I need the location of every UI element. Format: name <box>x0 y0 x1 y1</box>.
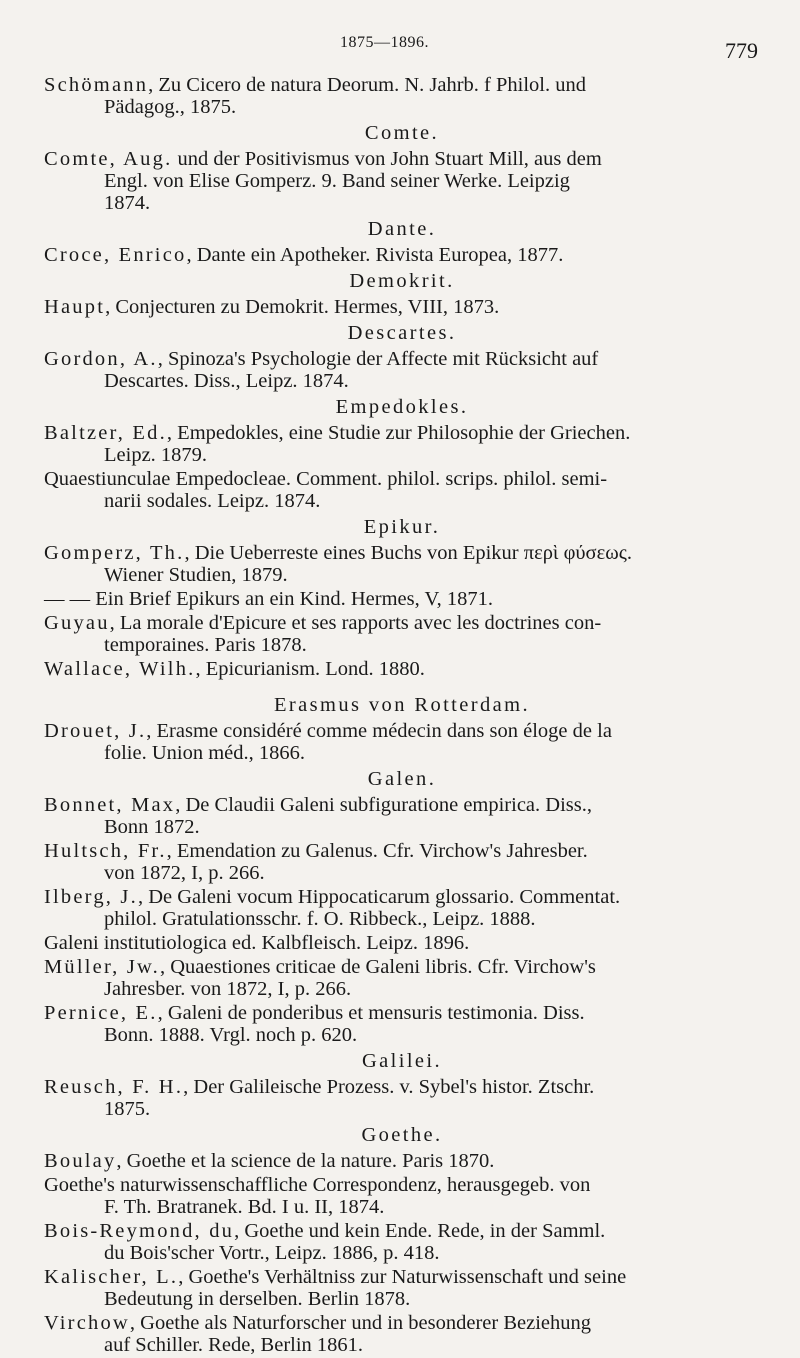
entry-text: — — Ein Brief Epikurs an ein Kind. Hermes, V, 1871. <box>44 588 494 610</box>
bibliography-entry <box>44 1076 760 1120</box>
section-heading: Goethe. <box>361 1124 443 1146</box>
entry-first-line <box>44 422 760 444</box>
entry-text: Bonn. 1888. Vrgl. noch p. 620. <box>104 1024 358 1046</box>
entry-first-line <box>44 468 760 490</box>
entry-continuation-line <box>44 742 760 764</box>
bibliography-entry <box>44 1220 760 1264</box>
entry-text: , La morale d'Epicure et ses rapports avec les doctrines con- <box>109 612 602 634</box>
author-name: Drouet, J. <box>44 720 147 742</box>
entry-text: Bedeutung in derselben. Berlin 1878. <box>104 1288 411 1310</box>
author-name: Müller, Jw. <box>44 956 160 978</box>
entry-text: Quaestiunculae Empedocleae. Comment. philol. scrips. philol. semi- <box>44 468 608 490</box>
bibliography-entry <box>44 720 760 764</box>
entry-continuation-line <box>44 1024 760 1046</box>
entry-continuation-line <box>44 634 760 656</box>
entry-text: du Bois'scher Vortr., Leipz. 1886, p. 418. <box>104 1242 440 1264</box>
entry-continuation-line <box>44 1334 760 1356</box>
entry-text: , Quaestiones criticae de Galeni libris. Cfr. Virchow's <box>160 956 596 978</box>
entry-text: und der Positivismus von John Stuart Mill, aus dem <box>172 148 602 170</box>
entry-first-line <box>44 296 760 318</box>
author-name: Gordon, A. <box>44 348 158 370</box>
entry-continuation-line <box>44 1196 760 1218</box>
entry-continuation-line <box>44 192 760 214</box>
entry-text: Bonn 1872. <box>104 816 200 838</box>
entry-text: 1874. <box>104 192 151 214</box>
section-heading: Comte. <box>364 122 440 144</box>
entry-text: von 1872, I, p. 266. <box>104 862 265 884</box>
bibliography-entry <box>44 956 760 1000</box>
author-name: Virchow <box>44 1312 130 1334</box>
entry-text: , De Claudii Galeni subfiguratione empirica. Diss., <box>175 794 592 816</box>
entry-text: , Erasme considéré comme médecin dans son éloge de la <box>146 720 612 742</box>
author-name: Baltzer, Ed. <box>44 422 167 444</box>
bibliography-entry <box>44 588 760 610</box>
author-name: Bonnet, Max <box>44 794 176 816</box>
entry-text: , Der Galileische Prozess. v. Sybel's histor. Ztschr. <box>183 1076 595 1098</box>
entry-first-line <box>44 612 760 634</box>
entry-continuation-line <box>44 1242 760 1264</box>
entry-first-line <box>44 588 760 610</box>
author-name: Gomperz, Th. <box>44 542 185 564</box>
bibliography-entry <box>44 612 760 656</box>
entry-first-line <box>44 542 760 564</box>
entry-text: , Empedokles, eine Studie zur Philosophie der Griechen. <box>166 422 631 444</box>
entry-continuation-line <box>44 862 760 884</box>
author-name: Bois-Reymond, du <box>44 1220 235 1242</box>
entry-continuation-line <box>44 816 760 838</box>
entry-text: temporaines. Paris 1878. <box>104 634 307 656</box>
entry-first-line <box>44 348 760 370</box>
bibliography-entry <box>44 244 760 266</box>
entry-first-line <box>44 956 760 978</box>
bibliography-entry <box>44 348 760 392</box>
entry-continuation-line <box>44 1098 760 1120</box>
entry-text: , Galeni de ponderibus et mensuris testimonia. Diss. <box>157 1002 585 1024</box>
entry-text: , Goethe und kein Ende. Rede, in der Samml. <box>234 1220 606 1242</box>
entry-text: , Zu Cicero de natura Deorum. N. Jahrb. f Philol. und <box>148 74 586 96</box>
section-heading: Empedokles. <box>335 396 469 418</box>
entry-continuation-line <box>44 490 760 512</box>
entry-first-line <box>44 794 760 816</box>
bibliography-entry <box>44 1266 760 1310</box>
entry-continuation-line <box>44 908 760 930</box>
page-number: 779 <box>725 38 758 63</box>
author-name: Croce, Enrico <box>44 244 187 266</box>
bibliography-entry <box>44 932 760 954</box>
section-heading: Epikur. <box>363 516 441 538</box>
entry-text: philol. Gratulationsschr. f. O. Ribbeck., Leipz. 1888. <box>104 908 536 930</box>
bibliography-entry <box>44 658 760 680</box>
entry-text: , Goethe's Verhältniss zur Naturwissenschaft und seine <box>178 1266 627 1288</box>
author-name: Boulay <box>44 1150 117 1172</box>
entry-text: Wiener Studien, 1879. <box>104 564 288 586</box>
entry-first-line <box>44 658 760 680</box>
entry-first-line <box>44 1266 760 1288</box>
bibliography-entry <box>44 886 760 930</box>
entry-text: , Goethe et la science de la nature. Paris 1870. <box>116 1150 495 1172</box>
entry-text: , Goethe als Naturforscher und in besonderer Beziehung <box>129 1312 591 1334</box>
entry-first-line <box>44 1220 760 1242</box>
bibliography-entry <box>44 840 760 884</box>
bibliography-entry <box>44 1150 760 1172</box>
entry-first-line <box>44 148 760 170</box>
entry-first-line <box>44 886 760 908</box>
entry-text: 1875. <box>104 1098 151 1120</box>
entry-continuation-line <box>44 1288 760 1310</box>
section-heading: Demokrit. <box>349 270 455 292</box>
author-name: Reusch, F. H. <box>44 1076 184 1098</box>
author-name: Hultsch, Fr. <box>44 840 167 862</box>
author-name: Haupt <box>44 296 106 318</box>
bibliography-entry <box>44 74 760 118</box>
entry-text: F. Th. Bratranek. Bd. I u. II, 1874. <box>104 1196 385 1218</box>
entry-continuation-line <box>44 170 760 192</box>
section-heading: Galilei. <box>361 1050 443 1072</box>
entry-text: Pädagog., 1875. <box>104 96 237 118</box>
entry-continuation-line <box>44 370 760 392</box>
section-heading: Galen. <box>367 768 437 790</box>
bibliography-entry <box>44 422 760 466</box>
entry-text: , Conjecturen zu Demokrit. Hermes, VIII, 1873. <box>105 296 500 318</box>
entry-first-line <box>44 1150 760 1172</box>
entry-continuation-line <box>44 96 760 118</box>
entry-first-line <box>44 244 760 266</box>
entry-text: , De Galeni vocum Hippocaticarum glossario. Commentat. <box>137 886 621 908</box>
bibliography-list <box>44 74 760 1358</box>
entry-first-line <box>44 74 760 96</box>
author-name: Guyau <box>44 612 110 634</box>
entry-text: auf Schiller. Rede, Berlin 1861. <box>104 1334 364 1356</box>
section-heading: Dante. <box>367 218 437 240</box>
entry-first-line <box>44 720 760 742</box>
bibliography-entry <box>44 1312 760 1356</box>
entry-first-line <box>44 1076 760 1098</box>
entry-continuation-line <box>44 978 760 1000</box>
entry-text: , Die Ueberreste eines Buchs von Epikur περὶ φύσεως. <box>184 542 632 564</box>
entry-text: , Spinoza's Psychologie der Affecte mit Rücksicht auf <box>157 348 599 370</box>
entry-continuation-line <box>44 444 760 466</box>
entry-first-line <box>44 1174 760 1196</box>
entry-first-line <box>44 840 760 862</box>
entry-text: narii sodales. Leipz. 1874. <box>104 490 321 512</box>
author-name: Comte, Aug. <box>44 148 173 170</box>
entry-text: Engl. von Elise Gomperz. 9. Band seiner Werke. Leipzig <box>104 170 570 192</box>
entry-text: , Epicurianism. Lond. 1880. <box>195 658 425 680</box>
running-head: 1875—1896. <box>340 34 429 51</box>
entry-text: Leipz. 1879. <box>104 444 208 466</box>
entry-text: folie. Union méd., 1866. <box>104 742 305 764</box>
author-name: Kalischer, L. <box>44 1266 179 1288</box>
bibliography-entry <box>44 148 760 214</box>
bibliography-entry <box>44 1174 760 1218</box>
entry-first-line <box>44 932 760 954</box>
entry-first-line <box>44 1312 760 1334</box>
section-heading: Descartes. <box>347 322 457 344</box>
entry-text: Goethe's naturwissenschaffliche Correspondenz, herausgegeb. von <box>44 1174 591 1196</box>
author-name: Ilberg, J. <box>44 886 138 908</box>
author-name: Pernice, E. <box>44 1002 158 1024</box>
bibliography-entry <box>44 1002 760 1046</box>
page-header <box>0 30 800 70</box>
bibliography-entry <box>44 542 760 586</box>
entry-text: Descartes. Diss., Leipz. 1874. <box>104 370 349 392</box>
bibliography-entry <box>44 468 760 512</box>
section-heading: Erasmus von Rotterdam. <box>273 694 531 716</box>
entry-text: Jahresber. von 1872, I, p. 266. <box>104 978 352 1000</box>
bibliography-entry <box>44 794 760 838</box>
entry-first-line <box>44 1002 760 1024</box>
entry-text: Galeni institutiologica ed. Kalbfleisch. Leipz. 1896. <box>44 932 470 954</box>
entry-text: , Emendation zu Galenus. Cfr. Virchow's Jahresber. <box>166 840 588 862</box>
author-name: Schömann <box>44 74 149 96</box>
bibliography-entry <box>44 296 760 318</box>
entry-continuation-line <box>44 564 760 586</box>
entry-text: , Dante ein Apotheker. Rivista Europea, 1877. <box>186 244 564 266</box>
author-name: Wallace, Wilh. <box>44 658 196 680</box>
